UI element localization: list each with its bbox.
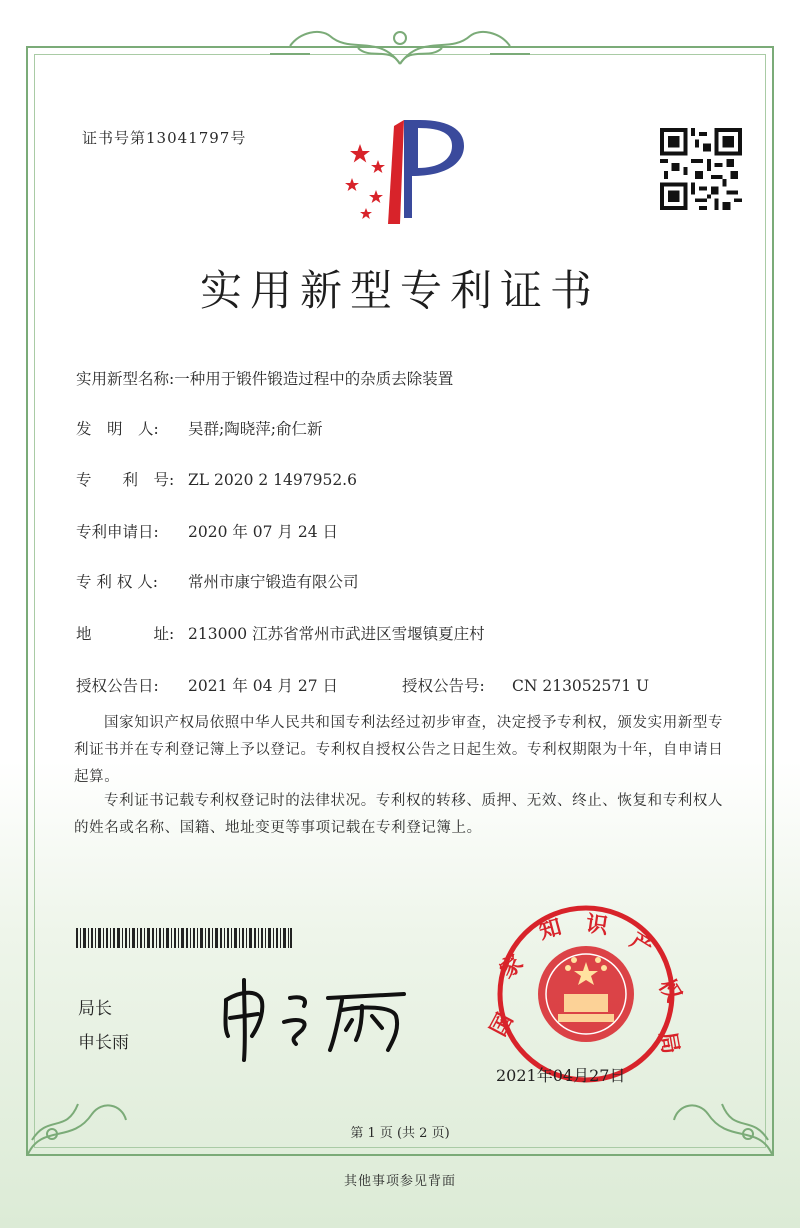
field-label: 发 明 人:: [76, 420, 159, 438]
field-value: CN 213052571 U: [512, 677, 650, 695]
patent-office-logo-icon: [338, 114, 468, 226]
svg-text:识: 识: [584, 911, 610, 940]
footer-note: 其他事项参见背面: [343, 1174, 456, 1189]
field-row-name: [76, 367, 453, 389]
qr-code-icon: [660, 128, 742, 210]
svg-text:国: 国: [486, 1009, 519, 1041]
barcode-icon: [76, 928, 292, 948]
field-row-address: [76, 622, 485, 644]
seal-date: 2021年04月27日: [496, 1066, 626, 1085]
certificate-number: 证书号第13041797号: [82, 129, 247, 147]
field-row-grant-date: [76, 674, 338, 696]
svg-text:知: 知: [536, 914, 565, 945]
statement-paragraph-1: 国家知识产权局依照中华人民共和国专利法经过初步审查，决定授予专利权，颁发实用新型专利证书并在专利登记簿上予以登记。专利权自授权公告之日起生效。专利权期限为十年，自申请日起算。: [74, 715, 724, 785]
field-value: 常州市康宁锻造有限公司: [188, 573, 359, 591]
field-label: 专 利 权 人:: [76, 573, 159, 591]
field-row-patentee: [76, 570, 359, 592]
top-ornament-icon: [270, 24, 530, 70]
field-value: 吴群;陶晓萍;俞仁新: [188, 420, 323, 438]
svg-text:产: 产: [625, 928, 658, 961]
field-label: 实用新型名称:: [76, 370, 175, 388]
svg-text:权: 权: [653, 974, 686, 1007]
field-label: 授权公告日:: [76, 677, 159, 695]
page-number: 第 1 页 (共 2 页): [350, 1126, 450, 1141]
statement-paragraph-2: 专利证书记载专利权登记时的法律状况。专利权的转移、质押、无效、终止、恢复和专利权人的姓名或名称、国籍、地址变更等事项记载在专利登记簿上。: [74, 793, 724, 836]
field-row-announcement-no: [402, 674, 649, 696]
field-value: 一种用于锻件锻造过程中的杂质去除装置: [174, 370, 454, 388]
field-row-patent-no: [76, 468, 357, 490]
field-value: 2020 年 07 月 24 日: [188, 523, 339, 541]
field-label: 专 利 号:: [76, 471, 175, 489]
svg-text:家: 家: [495, 950, 529, 984]
certificate-title: 实用新型专利证书: [199, 266, 600, 315]
signer-name: 申长雨: [78, 1033, 129, 1053]
field-value: ZL 2020 2 1497952.6: [188, 471, 357, 489]
svg-text:局: 局: [654, 1029, 683, 1056]
field-value: 2021 年 04 月 27 日: [188, 677, 339, 695]
field-label: 授权公告号:: [402, 677, 485, 695]
signature-icon: [212, 976, 422, 1066]
field-row-filing-date: [76, 520, 338, 542]
field-row-inventor: [76, 417, 322, 439]
field-label: 地 址:: [76, 625, 175, 643]
signer-title: 局长: [78, 999, 112, 1019]
field-label: 专利申请日:: [76, 523, 159, 541]
field-value: 213000 江苏省常州市武进区雪堰镇夏庄村: [188, 625, 485, 643]
